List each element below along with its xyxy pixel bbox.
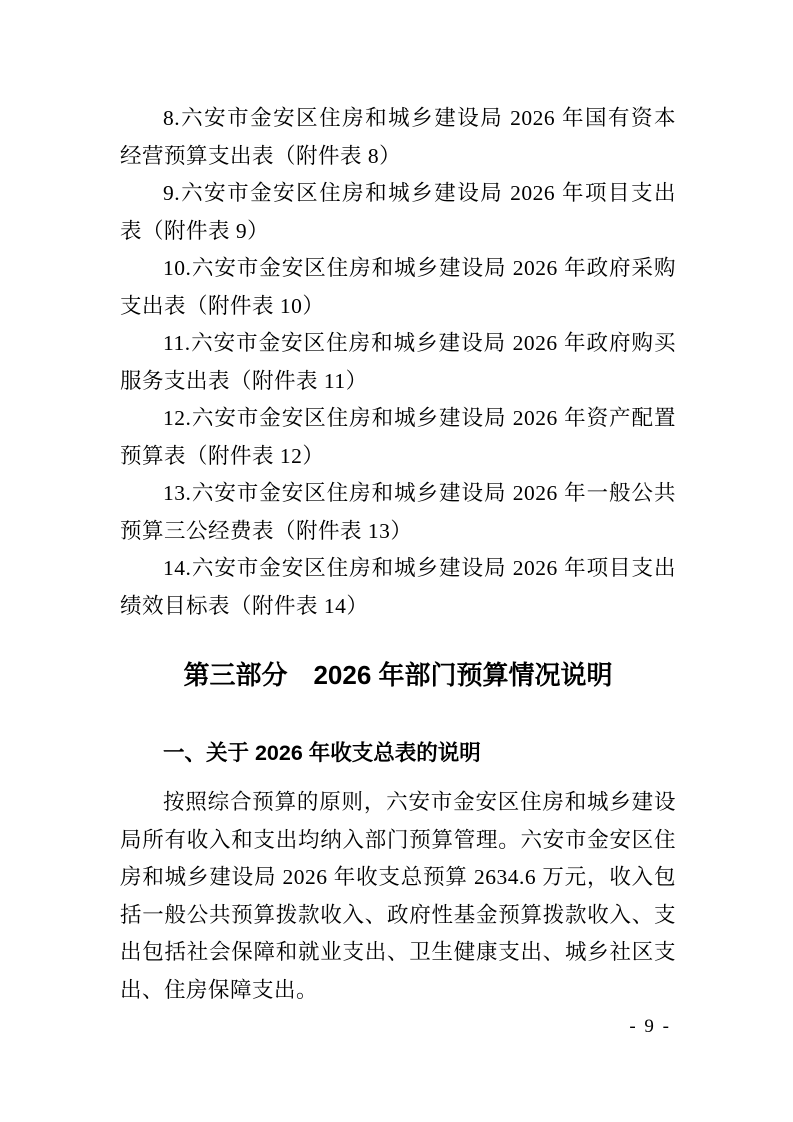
section-paragraph: 按照综合预算的原则，六安市金安区住房和城乡建设局所有收入和支出均纳入部门预算管理。六安市金安区住房和城乡建设局 2026 年收支总预算 2634.6 万元，收入包括一般公共预算拨款收入、政府性基金预算拨款收入、支出包括社会保障和就业支出、卫生健康支出、城乡社区支出、住房保障支出。 — [120, 790, 676, 1002]
list-item-11: 11.六安市金安区住房和城乡建设局 2026 年政府购买服务支出表（附件表 11） — [120, 331, 676, 393]
list-item-8: 8.六安市金安区住房和城乡建设局 2026 年国有资本经营预算支出表（附件表 8） — [120, 106, 676, 168]
list-item-10: 10.六安市金安区住房和城乡建设局 2026 年政府采购支出表（附件表 10） — [120, 256, 676, 318]
page-number: - 9 - — [629, 1016, 671, 1037]
subsection-title: 一、关于 2026 年收支总表的说明 — [163, 740, 481, 765]
list-item-14: 14.六安市金安区住房和城乡建设局 2026 年项目支出绩效目标表（附件表 14） — [120, 556, 676, 618]
document-content — [120, 100, 676, 1009]
list-item-13: 13.六安市金安区住房和城乡建设局 2026 年一般公共预算三公经费表（附件表 13） — [120, 481, 676, 543]
list-item-9: 9.六安市金安区住房和城乡建设局 2026 年项目支出表（附件表 9） — [120, 181, 676, 243]
list-item-12: 12.六安市金安区住房和城乡建设局 2026 年资产配置预算表（附件表 12） — [120, 406, 676, 468]
section-title: 第三部分 2026 年部门预算情况说明 — [183, 660, 613, 690]
